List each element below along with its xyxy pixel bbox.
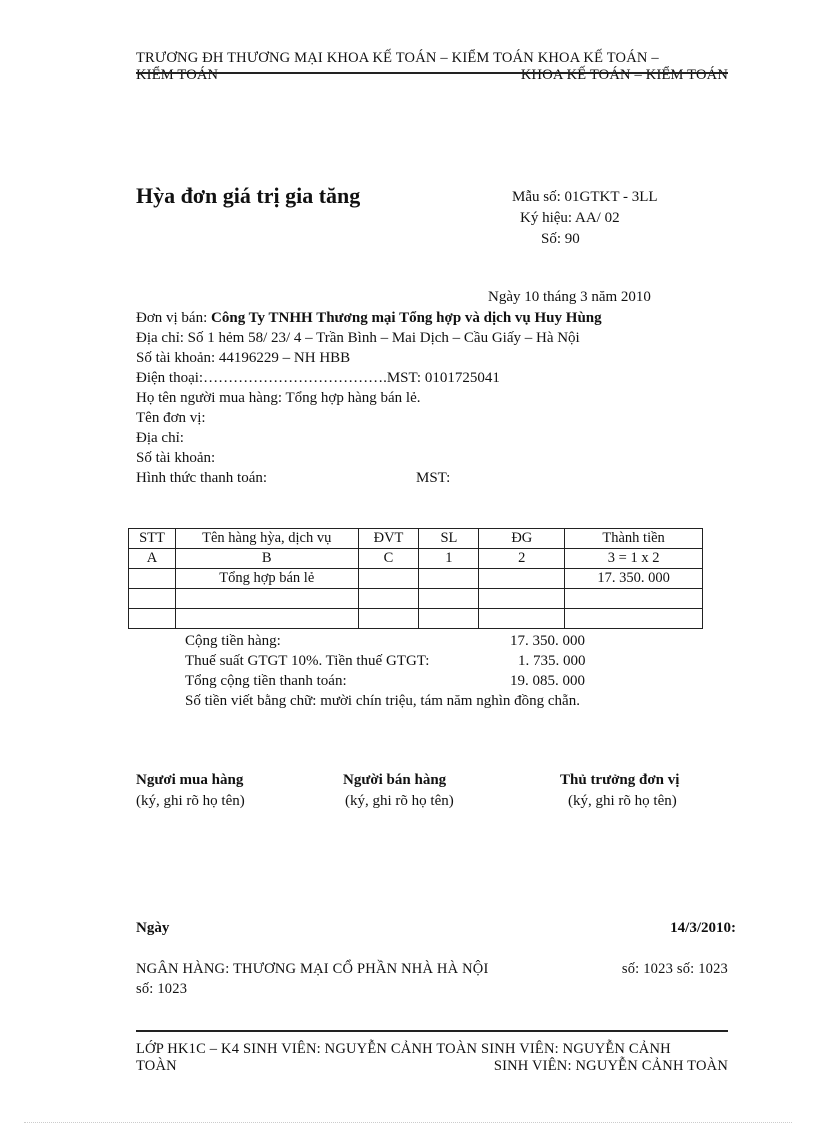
table-row	[129, 589, 703, 609]
code-cell: B	[175, 549, 358, 569]
table-cell	[358, 569, 419, 589]
invoice-number: Số: 90	[541, 231, 580, 247]
goods-total-label: Cộng tiền hàng:	[185, 633, 281, 649]
amount-in-words: Số tiền viết bằng chữ: mười chín triệu, tám năm nghìn đồng chẵn.	[185, 693, 580, 709]
footer-date-value: 14/3/2010:	[670, 920, 736, 936]
seller-unit-label: Đơn vị bán:	[136, 310, 208, 326]
table-cell	[565, 589, 703, 609]
footer-line-2-left: TOÀN	[136, 1058, 177, 1074]
signature-head-title: Thủ trưởng đơn vị	[560, 772, 680, 788]
header-line-2-right: KHOA KẾ TOÁN – KIỂM TOÁN	[520, 67, 728, 83]
signature-seller-title: Người bán hàng	[343, 772, 447, 788]
items-table	[128, 528, 703, 629]
grand-total-value: 19. 085. 000	[510, 673, 585, 689]
tax-value: 1. 735. 000	[518, 653, 586, 669]
footer-rule	[136, 1030, 728, 1032]
seller-address: Địa chỉ: Số 1 hẻm 58/ 23/ 4 – Trần Bình – Mai Dịch – Cầu Giấy – Hà Nội	[136, 330, 580, 346]
invoice-date: Ngày 10 tháng 3 năm 2010	[488, 289, 651, 305]
bank-line-2: số: 1023	[136, 981, 188, 997]
table-cell	[479, 589, 565, 609]
table-code-row	[129, 549, 703, 569]
footer-line-2-right: SINH VIÊN: NGUYỄN CẢNH TOÀN	[493, 1058, 728, 1074]
footer-line-1: LỚP HK1C – K4 SINH VIÊN: NGUYỄN CẢNH TOÀN SINH VIÊN: NGUYỄN CẢNH	[136, 1041, 671, 1057]
table-cell: Tổng hợp bán lẻ	[175, 569, 358, 589]
signature-head-note: (ký, ghi rõ họ tên)	[568, 793, 677, 809]
buyer-address: Địa chỉ:	[136, 430, 184, 446]
code-cell: A	[129, 549, 176, 569]
header-cell: ĐG	[479, 529, 565, 549]
table-cell	[479, 609, 565, 629]
form-number: Mẫu số: 01GTKT - 3LL	[512, 189, 658, 205]
table-row	[129, 609, 703, 629]
table-cell	[419, 589, 479, 609]
table-cell	[479, 569, 565, 589]
payment-method: Hình thức thanh toán:	[136, 470, 268, 486]
table-cell	[565, 609, 703, 629]
buyer-unit: Tên đơn vị:	[136, 410, 206, 426]
grand-total-label: Tổng cộng tiền thanh toán:	[185, 673, 347, 689]
seller-phone: Điện thoại:……………………………….MST: 0101725041	[136, 370, 500, 386]
table-cell	[129, 589, 176, 609]
table-cell	[358, 609, 419, 629]
signature-buyer-title: Ngươi mua hàng	[136, 772, 244, 788]
signature-buyer-note: (ký, ghi rõ họ tên)	[136, 793, 245, 809]
table-cell	[419, 569, 479, 589]
table-cell	[129, 609, 176, 629]
buyer-name: Họ tên người mua hàng: Tổng hợp hàng bán lẻ.	[136, 390, 421, 406]
code-cell: C	[358, 549, 419, 569]
table-cell: 17. 350. 000	[565, 569, 703, 589]
tax-label: Thuế suất GTGT 10%. Tiền thuế GTGT:	[185, 653, 430, 669]
invoice-symbol: Ký hiệu: AA/ 02	[520, 210, 620, 226]
header-cell: Tên hàng hỳa, dịch vụ	[175, 529, 358, 549]
header-rule	[136, 72, 728, 74]
table-cell	[175, 589, 358, 609]
code-cell: 2	[479, 549, 565, 569]
goods-total-value: 17. 350. 000	[510, 633, 585, 649]
header-cell: Thành tiền	[565, 529, 703, 549]
header-line-2-left: KIỂM TOÁN	[136, 67, 219, 83]
table-row	[129, 569, 703, 589]
table-cell	[419, 609, 479, 629]
signature-seller-note: (ký, ghi rõ họ tên)	[345, 793, 454, 809]
seller-unit-name: Công Ty TNHH Thương mại Tổng hợp và dịch vụ Huy Hùng	[211, 310, 602, 326]
table-cell	[358, 589, 419, 609]
header-line-1: TRƯƠNG ĐH THƯƠNG MẠI KHOA KẾ TOÁN – KIỂM TOÁN KHOA KẾ TOÁN –	[136, 50, 659, 66]
buyer-mst: MST:	[416, 470, 451, 486]
table-cell	[129, 569, 176, 589]
header-cell: ĐVT	[358, 529, 419, 549]
header-cell: SL	[419, 529, 479, 549]
bank-line-1: NGÂN HÀNG: THƯƠNG MẠI CỔ PHẦN NHÀ HÀ NỘI	[136, 961, 489, 977]
code-cell: 3 = 1 x 2	[565, 549, 703, 569]
code-cell: 1	[419, 549, 479, 569]
seller-line	[136, 310, 602, 327]
header-cell: STT	[129, 529, 176, 549]
table-header-row	[129, 529, 703, 549]
footer-date-label: Ngày	[136, 920, 170, 936]
table-cell	[175, 609, 358, 629]
seller-account: Số tài khoản: 44196229 – NH HBB	[136, 350, 351, 366]
bank-line-1-right: số: 1023 số: 1023	[621, 961, 728, 977]
invoice-title: Hỳa đơn giá trị gia tăng	[136, 183, 361, 208]
buyer-account: Số tài khoản:	[136, 450, 216, 466]
